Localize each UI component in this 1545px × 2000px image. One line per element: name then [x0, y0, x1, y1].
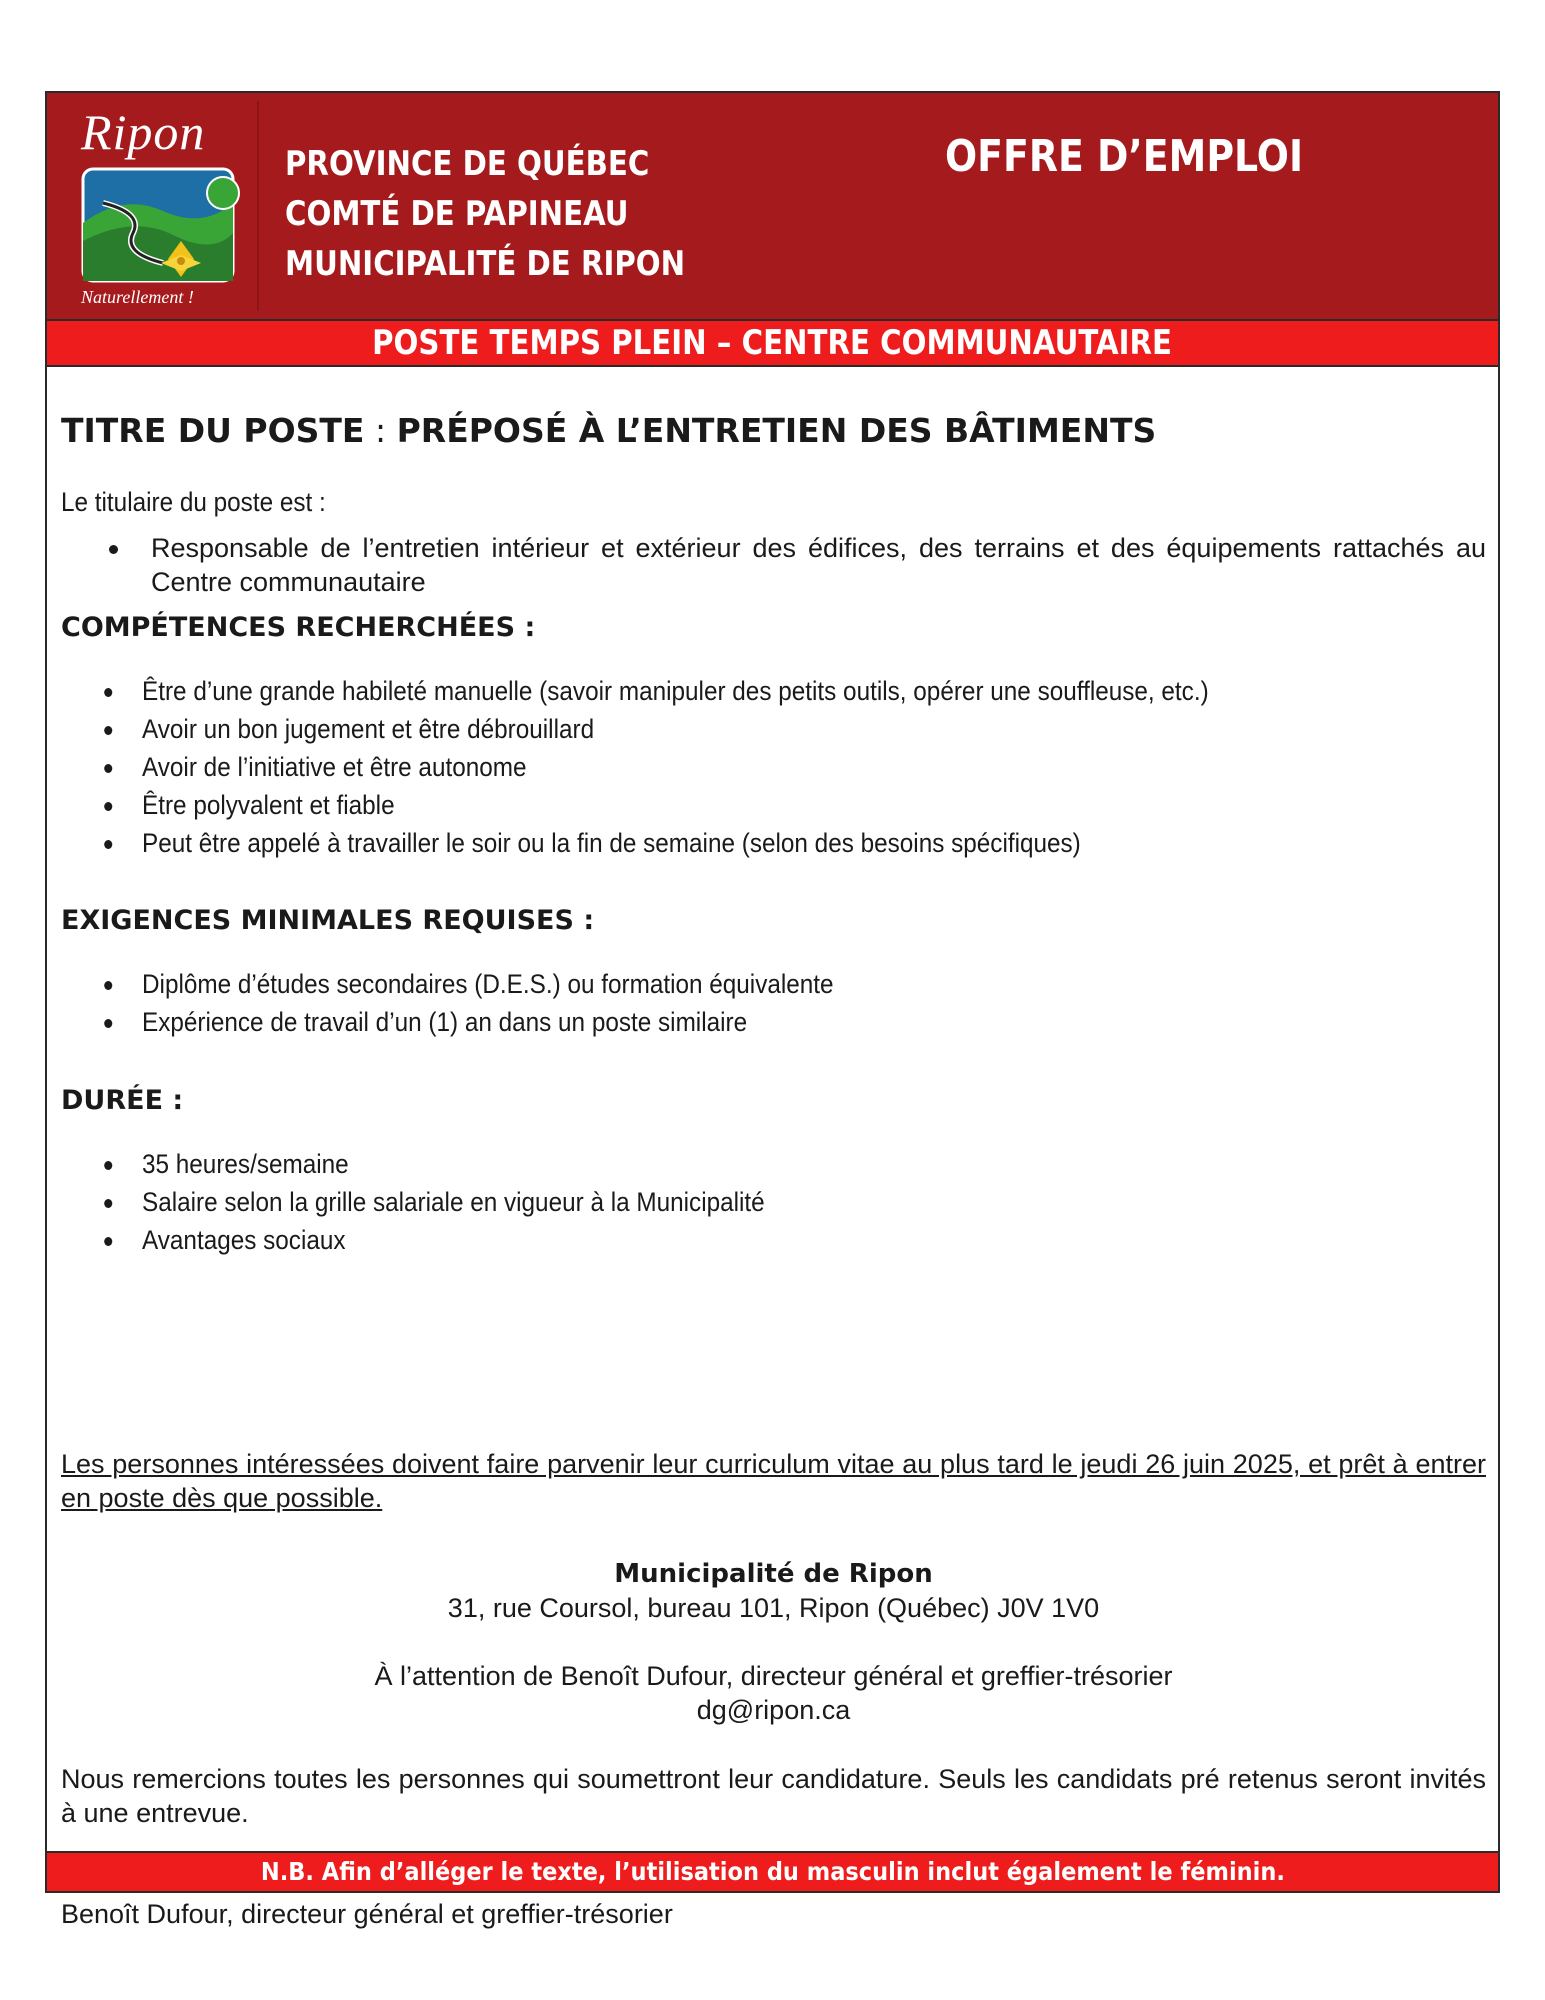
signature: Benoît Dufour, directeur général et greffier-trésorier [61, 1899, 673, 1929]
job-posting-frame [45, 91, 1500, 1929]
list-item: Diplôme d’études secondaires (D.E.S.) ou formation équivalente [61, 967, 1344, 1001]
list-item: 35 heures/semaine [61, 1147, 1344, 1181]
duration-list [61, 1147, 1344, 1257]
duties-list [61, 531, 1486, 599]
address-org: Municipalité de Ripon [614, 1559, 933, 1589]
intro-text: Le titulaire du poste est : [61, 487, 326, 517]
attention-block [61, 1659, 1486, 1727]
position-bar-text: POSTE TEMPS PLEIN – CENTRE COMMUNAUTAIRE [372, 323, 1173, 363]
list-item: Avoir de l’initiative et être autonome [61, 750, 1344, 784]
landscape-logo-icon [73, 163, 251, 291]
list-item: Salaire selon la grille salariale en vigueur à la Municipalité [61, 1185, 1344, 1219]
job-title-separator: : [364, 411, 397, 450]
footer-note-bar [47, 1851, 1498, 1891]
county-line: COMTÉ DE PAPINEAU [285, 194, 629, 234]
duration-heading: DURÉE : [61, 1085, 184, 1116]
ripon-logo [53, 101, 259, 311]
address-block [61, 1557, 1486, 1625]
thanks-text: Nous remercions toutes les personnes qui soumettront leur candidature. Seuls les candidats pré retenus seront invités à une entrevue. [61, 1764, 1486, 1828]
footer-note: N.B. Afin d’alléger le texte, l’utilisation du masculin inclut également le féminin. [260, 1857, 1285, 1886]
skills-list [61, 674, 1344, 860]
requirements-heading: EXIGENCES MINIMALES REQUISES : [61, 905, 595, 936]
list-item: Être polyvalent et fiable [61, 788, 1344, 822]
skills-heading: COMPÉTENCES RECHERCHÉES : [61, 612, 536, 643]
attention-line: À l’attention de Benoît Dufour, directeur général et greffier-trésorier [374, 1661, 1173, 1691]
logo-tagline: Naturellement ! [81, 287, 194, 307]
position-bar [47, 319, 1498, 367]
municipality-line: MUNICIPALITÉ DE RIPON [285, 244, 686, 284]
list-item: Avoir un bon jugement et être débrouillard [61, 712, 1344, 746]
list-item: Être d’une grande habileté manuelle (savoir manipuler des petits outils, opérer une souffleuse, etc.) [61, 674, 1344, 708]
deadline-text: Les personnes intéressées doivent faire parvenir leur curriculum vitae au plus tard le jeudi 26 juin 2025, et prêt à entrer en poste dès que possible. [61, 1449, 1486, 1513]
list-item: Avantages sociaux [61, 1223, 1344, 1257]
province-block [285, 139, 685, 289]
list-item: Responsable de l’entretien intérieur et extérieur des édifices, des terrains et des équipements rattachés au Centre communautaire [61, 531, 1486, 599]
logo-word: Ripon [81, 104, 206, 160]
job-title [61, 411, 1156, 450]
job-title-label: TITRE DU POSTE [61, 411, 365, 450]
list-item: Peut être appelé à travailler le soir ou la fin de semaine (selon des besoins spécifiques) [61, 826, 1344, 860]
list-item: Expérience de travail d’un (1) an dans un poste similaire [61, 1005, 1344, 1039]
contact-email: dg@ripon.ca [696, 1695, 851, 1725]
address-street: 31, rue Coursol, bureau 101, Ripon (Québec) J0V 1V0 [447, 1593, 1100, 1623]
job-title-value: PRÉPOSÉ À L’ENTRETIEN DES BÂTIMENTS [396, 411, 1157, 450]
requirements-list [61, 967, 1344, 1039]
province-line: PROVINCE DE QUÉBEC [285, 144, 650, 184]
header-banner [47, 93, 1498, 319]
offer-title: OFFRE D’EMPLOI [945, 131, 1304, 182]
